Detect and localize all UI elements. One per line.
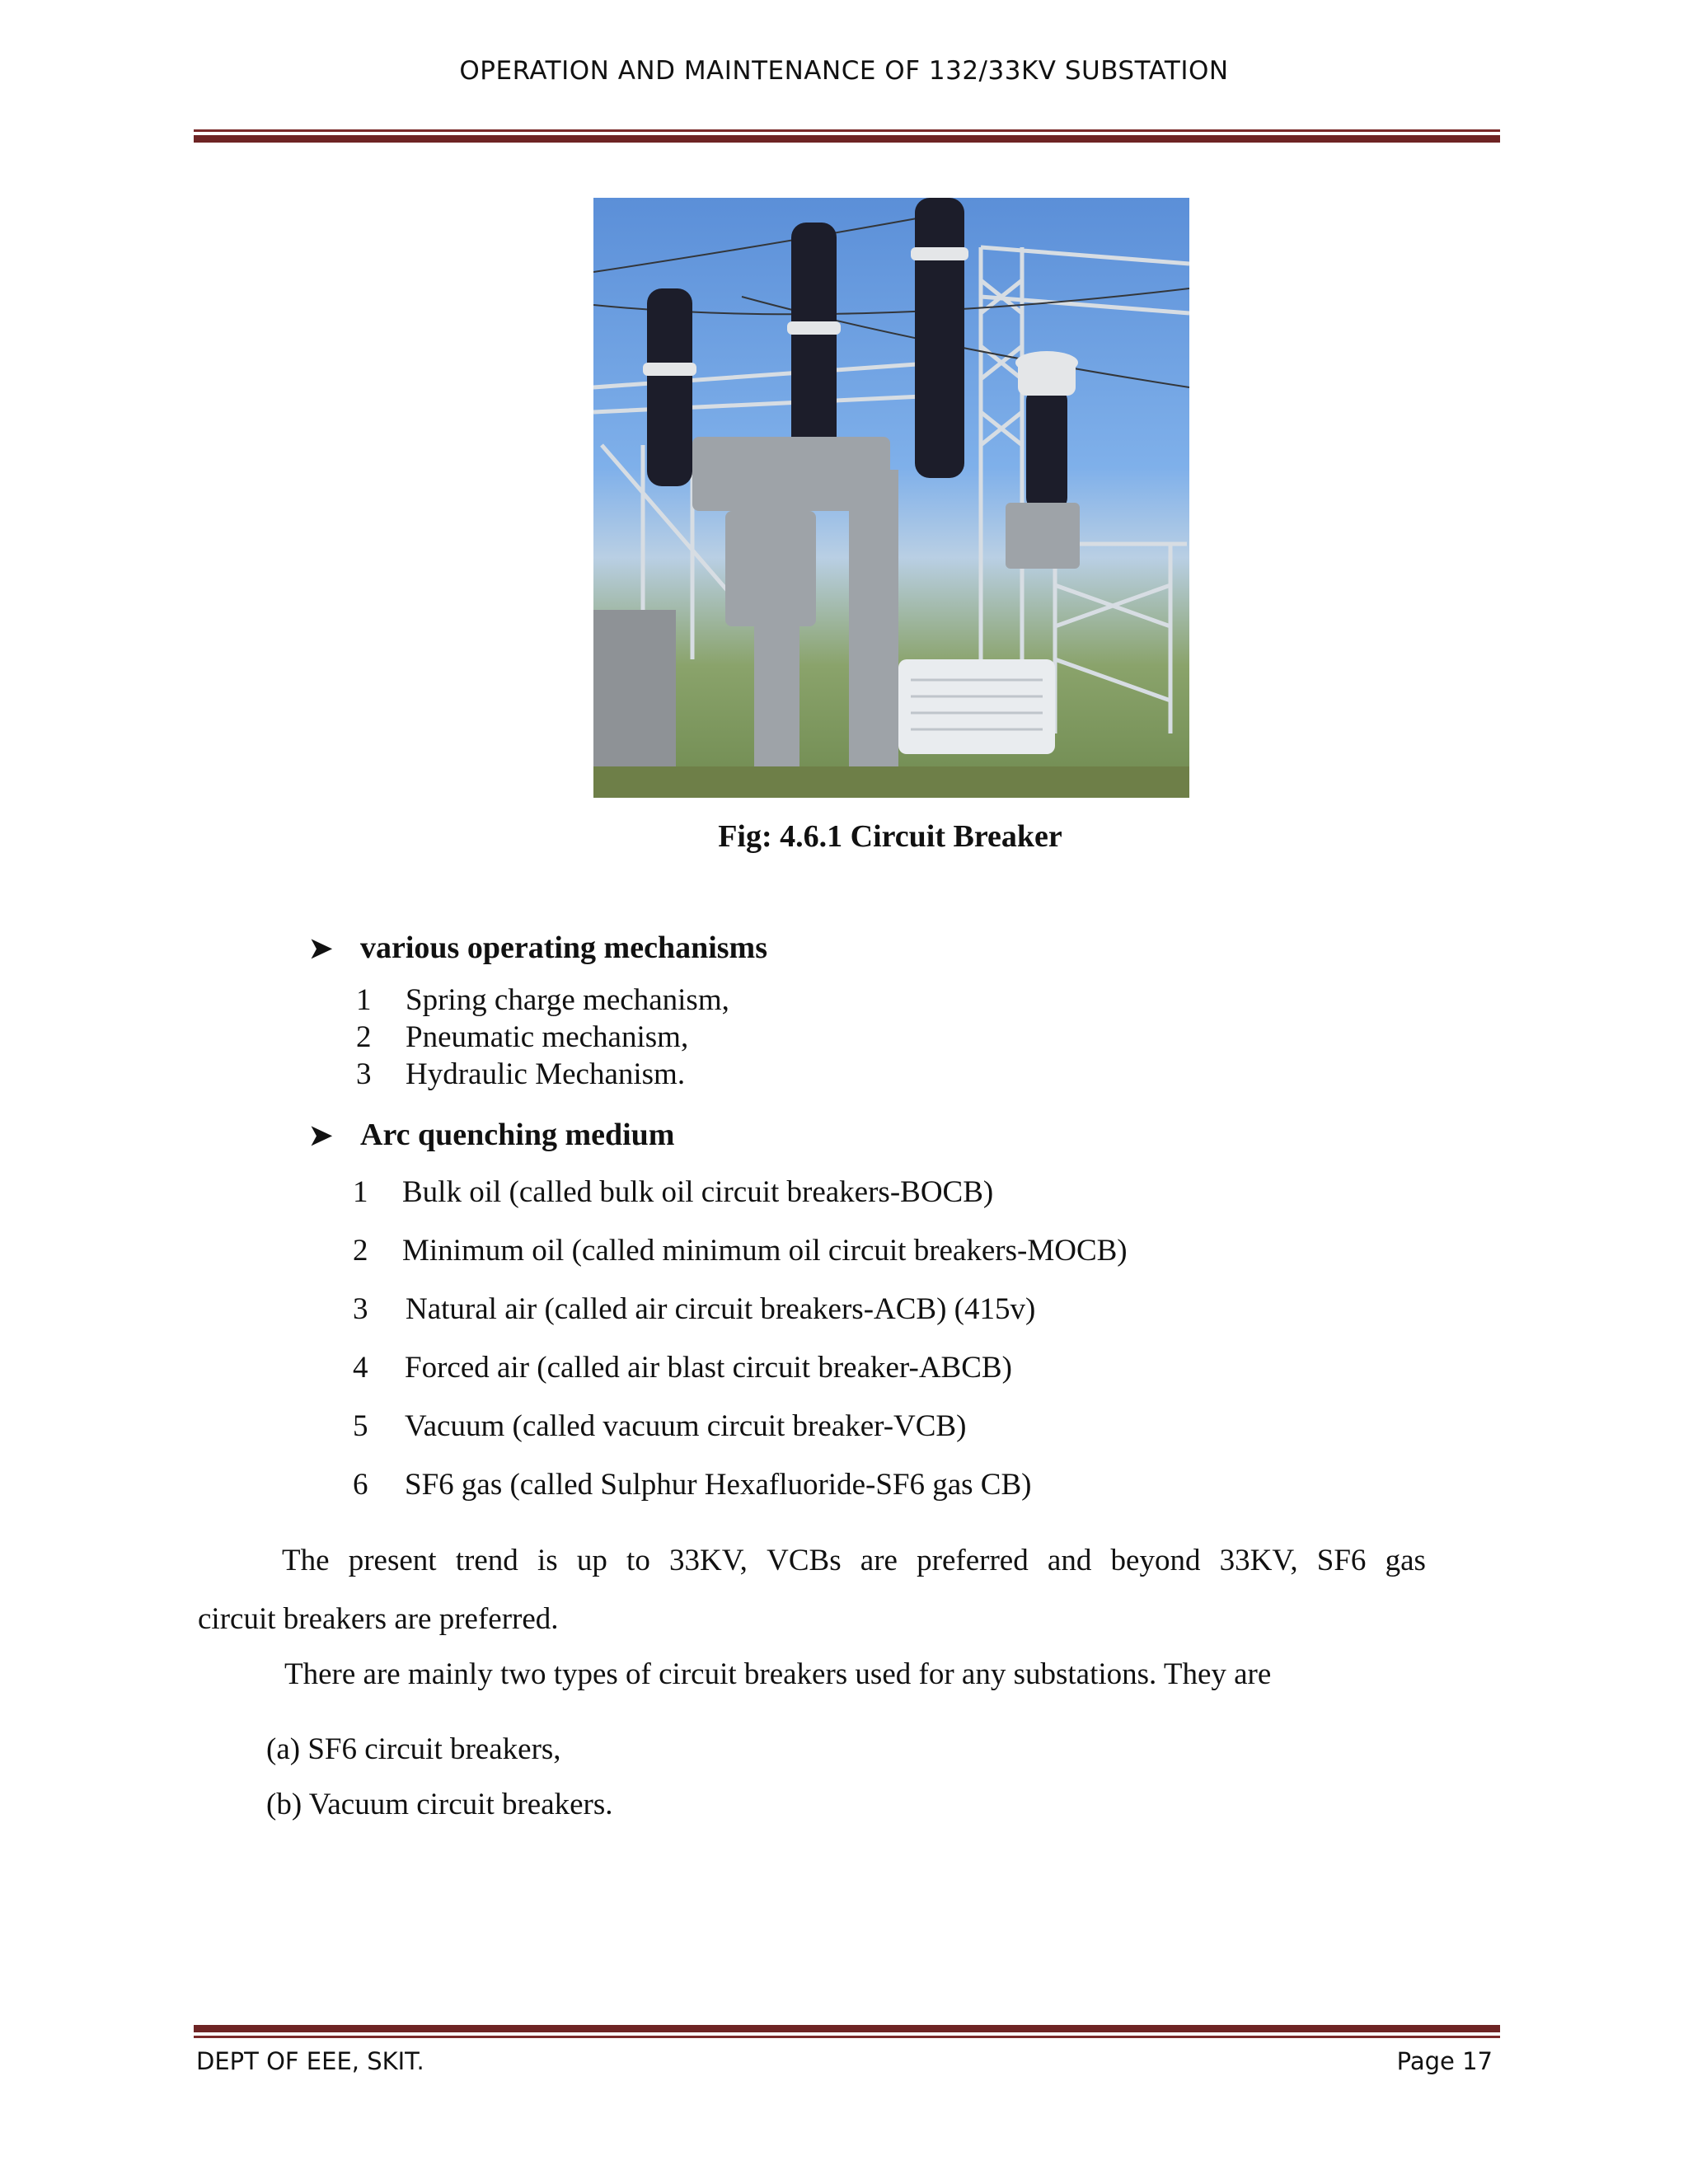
paragraph-trend-line1: The present trend is up to 33KV, VCBs are preferred and beyond 33KV, SF6 gas <box>282 1544 1426 1577</box>
footer-department: DEPT OF EEE, SKIT. <box>196 2047 424 2075</box>
page-header-title: OPERATION AND MAINTENANCE OF 132/33KV SUBSTATION <box>459 56 1229 86</box>
arrow-bullet-icon: ➤ <box>309 1121 333 1151</box>
list-item: 4 Forced air (called air blast circuit breaker-ABCB) <box>353 1351 1012 1385</box>
list-item: 3 Natural air (called air circuit breakers-ACB) (415v) <box>353 1292 1036 1326</box>
list-item: 6 SF6 gas (called Sulphur Hexafluoride-SF6 gas CB) <box>353 1468 1032 1502</box>
type-item-sf6: (a) SF6 circuit breakers, <box>266 1732 561 1766</box>
footer-page-number: Page 17 <box>1396 2047 1493 2075</box>
list-item: 1 Bulk oil (called bulk oil circuit breakers-BOCB) <box>353 1175 994 1209</box>
paragraph-trend-line2: circuit breakers are preferred. <box>198 1602 559 1636</box>
footer-rule <box>194 2025 1500 2038</box>
list-item: 5 Vacuum (called vacuum circuit breaker-VCB) <box>353 1409 967 1443</box>
list-item: 2 Minimum oil (called minimum oil circuit breakers-MOCB) <box>353 1234 1128 1268</box>
mechanisms-heading <box>309 930 767 966</box>
header-rule <box>194 129 1500 143</box>
arrow-bullet-icon: ➤ <box>309 934 333 964</box>
list-item: 3 Hydraulic Mechanism. <box>356 1057 686 1091</box>
list-item: 2 Pneumatic mechanism, <box>356 1020 689 1054</box>
mechanisms-heading-text: various operating mechanisms <box>360 930 767 965</box>
figure-caption: Fig: 4.6.1 Circuit Breaker <box>718 819 1062 854</box>
arc-heading-text: Arc quenching medium <box>360 1118 675 1152</box>
paragraph-types-intro: There are mainly two types of circuit breakers used for any substations. They are <box>284 1657 1272 1691</box>
type-item-vacuum: (b) Vacuum circuit breakers. <box>266 1788 613 1821</box>
circuit-breaker-photo <box>593 198 1189 798</box>
list-item: 1 Spring charge mechanism, <box>356 983 729 1017</box>
arc-heading <box>309 1117 674 1153</box>
